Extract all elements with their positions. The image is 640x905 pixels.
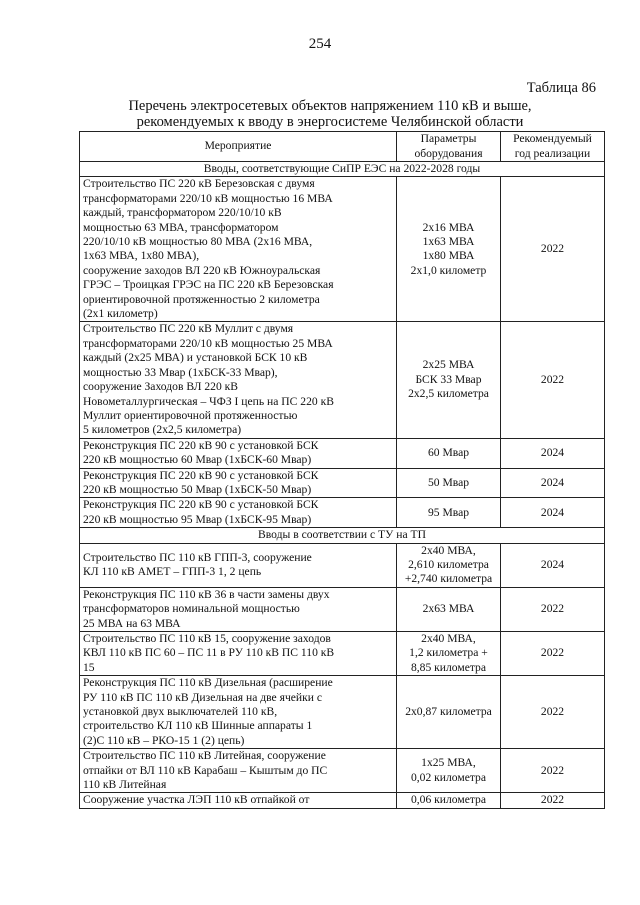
table-title-line-1: Перечень электросетевых объектов напряжением 110 кВ и выше, [128, 98, 532, 114]
row-year: 2022 [501, 177, 605, 322]
row-year: 2022 [501, 587, 605, 631]
table-row [80, 749, 605, 793]
row-year: 2022 [501, 793, 605, 808]
table-title-line-2: рекомендуемых к вводу в энергосистеме Челябинской области [136, 114, 524, 130]
table-header-row [80, 132, 605, 162]
table-row [80, 543, 605, 587]
row-activity: Строительство ПС 110 кВ ГПП-3, сооружение КЛ 110 кВ АМЕТ – ГПП-3 1, 2 цепь [80, 543, 397, 587]
header-year: Рекомендуемый год реализации [501, 132, 605, 162]
table-row [80, 498, 605, 528]
section-title: Вводы в соответствии с ТУ на ТП [80, 528, 605, 543]
row-year: 2024 [501, 438, 605, 468]
row-activity: Реконструкция ПС 220 кВ 90 с установкой БСК 220 кВ мощностью 95 Мвар (1хБСК-95 Мвар) [80, 498, 397, 528]
section-row [80, 528, 605, 543]
table-label: Таблица 86 [526, 80, 596, 96]
table-row [80, 793, 605, 808]
header-activity: Мероприятие [80, 132, 397, 162]
table-title [60, 98, 600, 130]
page-number: 254 [308, 36, 332, 52]
table-row [80, 468, 605, 498]
row-params: 2х0,87 километра [397, 676, 501, 749]
row-activity: Сооружение участка ЛЭП 110 кВ отпайкой от [80, 793, 397, 808]
row-year: 2022 [501, 322, 605, 438]
section-title: Вводы, соответствующие СиПР ЕЭС на 2022-2028 годы [80, 162, 605, 177]
row-params: 60 Мвар [397, 438, 501, 468]
table-row [80, 676, 605, 749]
row-params: 1х25 МВА, 0,02 километра [397, 749, 501, 793]
row-params: 2х63 МВА [397, 587, 501, 631]
row-year: 2022 [501, 632, 605, 676]
section-row [80, 162, 605, 177]
row-year: 2022 [501, 749, 605, 793]
row-params: 95 Мвар [397, 498, 501, 528]
header-params: Параметры оборудования [397, 132, 501, 162]
equipment-table [79, 131, 605, 809]
row-year: 2024 [501, 468, 605, 498]
row-activity: Строительство ПС 110 кВ Литейная, сооружение отпайки от ВЛ 110 кВ Карабаш – Кыштым до ПС 110 кВ Литейная [80, 749, 397, 793]
table-row [80, 322, 605, 438]
row-params: 2х25 МВА БСК 33 Мвар 2х2,5 километра [397, 322, 501, 438]
row-params: 2х40 МВА, 2,610 километра +2,740 километра [397, 543, 501, 587]
table-row [80, 632, 605, 676]
row-activity: Строительство ПС 110 кВ 15, сооружение заходов КВЛ 110 кВ ПС 60 – ПС 11 в РУ 110 кВ ПС 110 кВ 15 [80, 632, 397, 676]
row-activity: Реконструкция ПС 110 кВ Дизельная (расширение РУ 110 кВ ПС 110 кВ Дизельная на две ячейки с установкой двух выключателей 110 кВ, строительство КЛ 110 кВ Шинные аппараты 1 (2)С 110 кВ – РКО-15 1 (2) цепь) [80, 676, 397, 749]
table-row [80, 438, 605, 468]
row-params: 2х16 МВА 1х63 МВА 1х80 МВА 2х1,0 километр [397, 177, 501, 322]
row-params: 2х40 МВА, 1,2 километра + 8,85 километра [397, 632, 501, 676]
table-row [80, 587, 605, 631]
table-row [80, 177, 605, 322]
row-year: 2022 [501, 676, 605, 749]
row-activity: Строительство ПС 220 кВ Муллит с двумя трансформаторами 220/10 кВ мощностью 25 МВА каждый (2х25 МВА) и установкой БСК 10 кВ мощностью 33 Мвар (1хБСК-33 Мвар), сооружение Заходов ВЛ 220 кВ Новометаллургическая – ЧФЗ I цепь на ПС 220 кВ Муллит ориентировочной протяженностью 5 километров (2х2,5 километра) [80, 322, 397, 438]
row-activity: Реконструкция ПС 220 кВ 90 с установкой БСК 220 кВ мощностью 50 Мвар (1хБСК-50 Мвар) [80, 468, 397, 498]
row-year: 2024 [501, 543, 605, 587]
row-activity: Строительство ПС 220 кВ Березовская с двумя трансформаторами 220/10 кВ мощностью 16 МВА каждый, трансформатором 220/10/10 кВ мощностью 63 МВА, трансформатором 220/10/10 кВ мощностью 80 МВА (2х16 МВА, 1х63 МВА, 1х80 МВА), сооружение заходов ВЛ 220 кВ Южноуральская ГРЭС – Троицкая ГРЭС на ПС 220 кВ Березовская ориентировочной протяженностью 2 километра (2х1 километр) [80, 177, 397, 322]
row-year: 2024 [501, 498, 605, 528]
row-params: 0,06 километра [397, 793, 501, 808]
row-params: 50 Мвар [397, 468, 501, 498]
row-activity: Реконструкция ПС 110 кВ 36 в части замены двух трансформаторов номинальной мощностью 25 МВА на 63 МВА [80, 587, 397, 631]
row-activity: Реконструкция ПС 220 кВ 90 с установкой БСК 220 кВ мощностью 60 Мвар (1хБСК-60 Мвар) [80, 438, 397, 468]
